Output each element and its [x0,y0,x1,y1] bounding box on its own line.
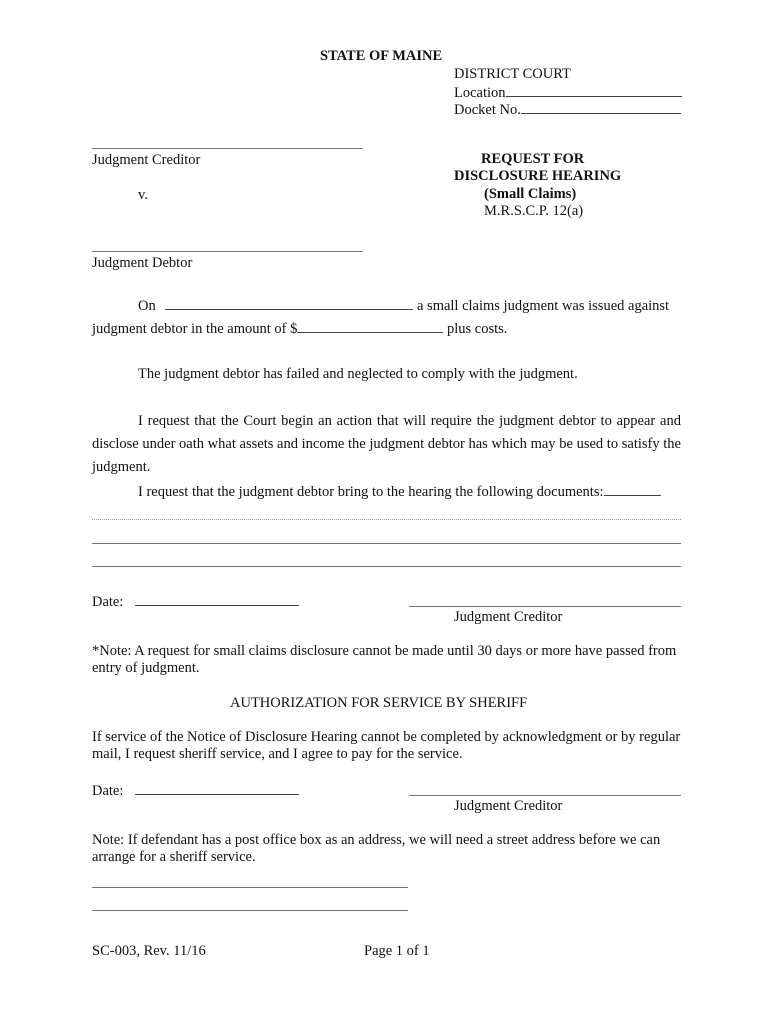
amount-field[interactable] [297,319,443,333]
creditor-signature-label-1: Judgment Creditor [454,609,563,625]
date-field-2[interactable] [135,781,299,795]
rule-citation: M.R.S.C.P. 12(a) [484,203,584,219]
documents-row [138,482,661,501]
request-paragraph: I request that the Court begin an action that will require the judgment debtor to appear and disclose under oath what assets and income the judgment debtor has which may be used to satisfy the judgment. [92,413,681,475]
judgment-date-field[interactable] [165,296,413,310]
failed-statement: The judgment debtor has failed and neglected to comply with the judgment. [138,366,578,382]
docket-field[interactable] [521,100,681,114]
note-30-days: *Note: A request for small claims disclosure cannot be made until 30 days or more have passed from entry of judgment. [92,643,677,676]
date-label-2: Date: [92,783,124,799]
creditor-signature-line-1[interactable] [409,606,681,607]
location-label: Location [454,85,506,101]
creditor-label: Judgment Creditor [92,152,201,168]
on-label: On [138,298,156,314]
date-row-2 [92,781,299,800]
date-row-1 [92,592,299,611]
debtor-label: Judgment Debtor [92,255,193,271]
location-field[interactable] [506,83,682,97]
form-id: SC-003, Rev. 11/16 [92,943,206,959]
documents-line-3[interactable] [92,566,681,567]
page-number: Page 1 of 1 [364,943,430,959]
docket-row [454,100,681,119]
amount-row [92,319,507,338]
sheriff-paragraph: If service of the Notice of Disclosure Hearing cannot be completed by acknowledgment or by regular mail, I request sheriff service, and I agree to pay for the service. [92,729,681,762]
state-heading: STATE OF MAINE [320,48,443,64]
documents-text: I request that the judgment debtor bring to the hearing the following documents: [138,484,604,500]
blank-line-1[interactable] [92,887,408,888]
court-name: DISTRICT COURT [454,66,571,82]
docket-label: Docket No. [454,102,521,118]
title-line-3: (Small Claims) [484,186,577,202]
debtor-name-line[interactable] [92,251,363,252]
title-line-2: DISCLOSURE HEARING [454,168,622,184]
amount-label: judgment debtor in the amount of $ [92,321,298,337]
documents-line-1[interactable] [92,519,681,520]
title-line-1: REQUEST FOR [481,151,585,167]
judgment-text: a small claims judgment was issued against [416,298,670,314]
date-label-1: Date: [92,594,124,610]
documents-field-inline[interactable] [604,482,661,496]
creditor-signature-label-2: Judgment Creditor [454,798,563,814]
plus-costs: plus costs. [447,321,508,337]
sheriff-heading: AUTHORIZATION FOR SERVICE BY SHERIFF [230,695,528,711]
documents-line-2[interactable] [92,543,681,544]
versus-label: v. [138,187,148,203]
blank-line-2[interactable] [92,910,408,911]
note-po-box: Note: If defendant has a post office box as an address, we will need a street address before we can arrange for a sheriff service. [92,832,661,865]
creditor-name-line[interactable] [92,148,363,149]
date-field-1[interactable] [135,592,299,606]
judgment-date-row [138,296,669,315]
creditor-signature-line-2[interactable] [409,795,681,796]
